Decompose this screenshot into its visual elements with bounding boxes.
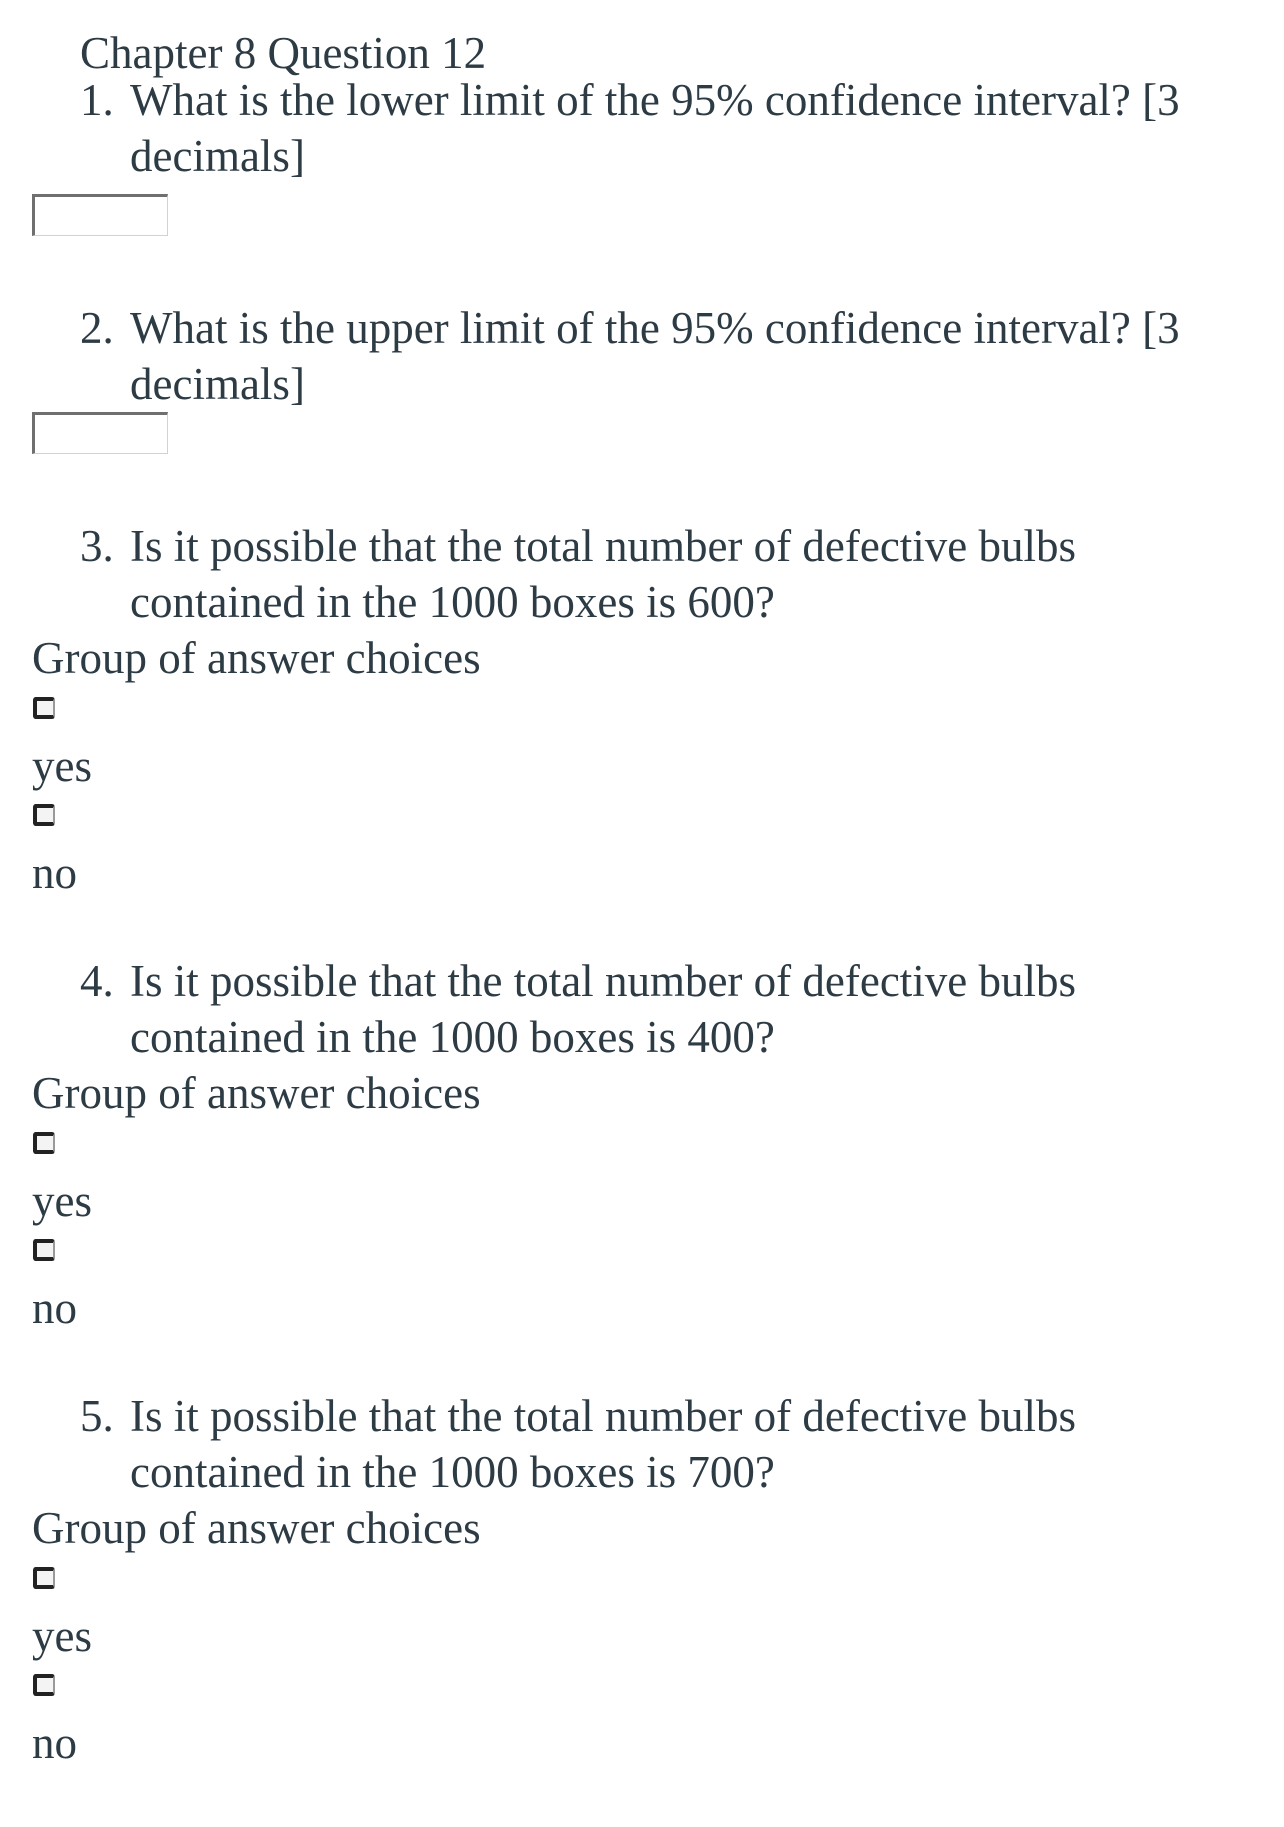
question-4-radio-yes[interactable] bbox=[33, 1132, 55, 1154]
question-5-number: 5. bbox=[80, 1391, 114, 1441]
question-3-radio-no[interactable] bbox=[33, 804, 55, 826]
question-5-radio-no[interactable] bbox=[33, 1674, 55, 1696]
page-title: Chapter 8 Question 12 bbox=[80, 28, 487, 78]
question-3-radio-yes[interactable] bbox=[33, 697, 55, 719]
question-3-choice-no[interactable]: no bbox=[32, 848, 77, 898]
question-2-number: 2. bbox=[80, 303, 114, 353]
question-1-number: 1. bbox=[80, 75, 114, 125]
question-5 bbox=[80, 1388, 1280, 1500]
question-4-number: 4. bbox=[80, 956, 114, 1006]
question-4-radio-no[interactable] bbox=[33, 1239, 55, 1261]
question-5-choice-yes[interactable]: yes bbox=[32, 1611, 92, 1661]
question-4-text: Is it possible that the total number of defective bulbs contained in the 1000 boxes is 400? bbox=[130, 956, 1077, 1062]
question-2 bbox=[80, 300, 1280, 412]
question-3-number: 3. bbox=[80, 521, 114, 571]
question-5-choice-no[interactable]: no bbox=[32, 1718, 77, 1768]
question-5-radio-yes[interactable] bbox=[33, 1567, 55, 1589]
question-1-answer-input[interactable] bbox=[32, 194, 168, 236]
question-4-choice-yes[interactable]: yes bbox=[32, 1176, 92, 1226]
question-5-group-label: Group of answer choices bbox=[32, 1503, 481, 1553]
question-4-choice-no[interactable]: no bbox=[32, 1283, 77, 1333]
question-3-text: Is it possible that the total number of defective bulbs contained in the 1000 boxes is 600? bbox=[130, 521, 1077, 627]
question-3-choice-yes[interactable]: yes bbox=[32, 741, 92, 791]
question-1 bbox=[80, 72, 1280, 184]
question-1-text: What is the lower limit of the 95% confidence interval? [3 decimals] bbox=[130, 75, 1180, 181]
question-3 bbox=[80, 518, 1280, 630]
question-5-text: Is it possible that the total number of defective bulbs contained in the 1000 boxes is 700? bbox=[130, 1391, 1077, 1497]
question-2-text: What is the upper limit of the 95% confidence interval? [3 decimals] bbox=[130, 303, 1180, 409]
question-4-group-label: Group of answer choices bbox=[32, 1068, 481, 1118]
question-3-group-label: Group of answer choices bbox=[32, 633, 481, 683]
question-4 bbox=[80, 953, 1280, 1065]
question-2-answer-input[interactable] bbox=[32, 412, 168, 454]
